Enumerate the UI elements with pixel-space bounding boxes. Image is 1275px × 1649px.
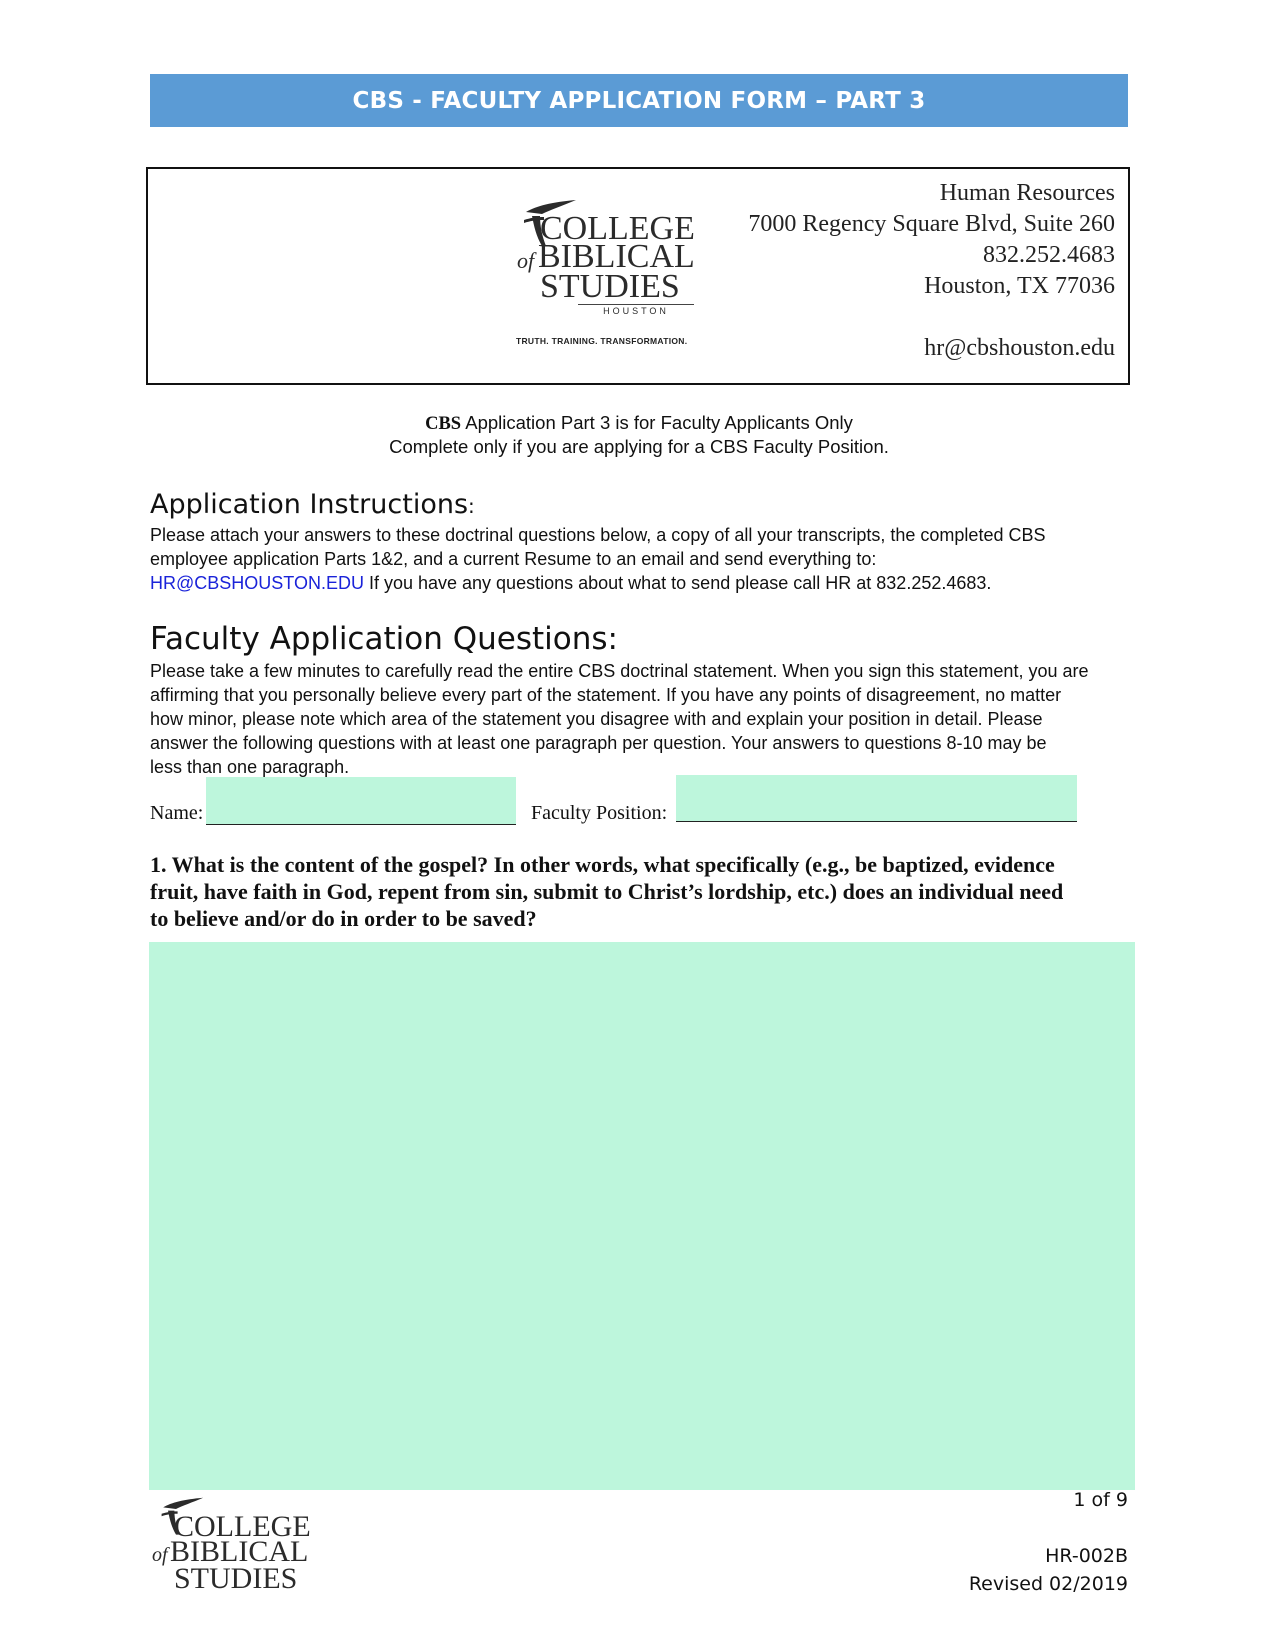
address-department: Human Resources — [939, 180, 1115, 206]
address-street: 7000 Regency Square Blvd, Suite 260 — [748, 211, 1115, 237]
college-logo — [516, 198, 720, 348]
notice-line-1 — [150, 412, 1128, 435]
faculty-position-underline — [676, 821, 1077, 822]
notice-cbs: CBS — [425, 414, 462, 434]
address-city: Houston, TX 77036 — [924, 273, 1115, 299]
address-email: hr@cbshouston.edu — [924, 335, 1115, 361]
question-1-line-2: fruit, have faith in God, repent from sin, submit to Christ’s lordship, etc.) does an individual need — [150, 879, 1064, 904]
faculty-para-line-5: less than one paragraph. — [150, 757, 350, 777]
instructions-line-2: employee application Parts 1&2, and a current Resume to an email and send everything to: — [150, 549, 877, 569]
address-phone: 832.252.4683 — [983, 242, 1115, 268]
instructions-heading-colon: : — [468, 494, 475, 518]
faculty-position-label: Faculty Position: — [531, 802, 668, 824]
logo-word-college: COLLEGE — [540, 210, 695, 247]
footer-logo-word-of: of — [152, 1544, 168, 1566]
name-label: Name: — [150, 802, 204, 824]
question-1-line-3: to believe and/or do in order to be saved? — [150, 906, 537, 931]
instructions-line-3 — [150, 571, 1140, 595]
faculty-questions-heading: Faculty Application Questions: — [150, 621, 618, 657]
logo-word-biblical: BIBLICAL — [538, 238, 695, 275]
hr-email-link[interactable]: HR@CBSHOUSTON.EDU — [150, 573, 364, 593]
instructions-heading-text: Application Instructions — [150, 489, 469, 520]
name-input[interactable] — [206, 777, 516, 825]
question-1-line-1: 1. What is the content of the gospel? In other words, what specifically (e.g., be baptized, evidence — [150, 852, 1055, 877]
logo-city: HOUSTON — [603, 306, 669, 316]
question-1 — [150, 851, 1140, 932]
notice-line-2: Complete only if you are applying for a CBS Faculty Position. — [389, 436, 889, 457]
faculty-para-line-2: affirming that you personally believe every part of the statement. If you have any points of disagreement, no matter — [150, 685, 1062, 705]
logo-word-studies: STUDIES — [540, 268, 680, 305]
footer-logo-word-studies: STUDIES — [174, 1562, 298, 1595]
logo-word-of: of — [517, 248, 535, 273]
form-code: HR-002B — [1045, 1545, 1128, 1567]
form-title: CBS - FACULTY APPLICATION FORM – PART 3 — [352, 87, 926, 114]
faculty-para-line-4: answer the following questions with at least one paragraph per question. Your answers to questions 8-10 may be — [150, 733, 1047, 753]
logo-tagline: TRUTH. TRAINING. TRANSFORMATION. — [516, 336, 688, 346]
notice-line-1-text: Application Part 3 is for Faculty Applicants Only — [461, 412, 853, 433]
faculty-para-line-1: Please take a few minutes to carefully read the entire CBS doctrinal statement. When you sign this statement, you are — [150, 661, 1089, 681]
form-title-banner — [150, 74, 1128, 127]
faculty-para-line-3: how minor, please note which area of the statement you disagree with and explain your position in detail. Please — [150, 709, 1043, 729]
instructions-line-1: Please attach your answers to these doctrinal questions below, a copy of all your transcripts, the completed CBS — [150, 525, 1046, 545]
logo-divider — [578, 304, 694, 305]
footer-logo-word-biblical: BIBLICAL — [170, 1535, 309, 1568]
instructions-line-3-text: If you have any questions about what to send please call HR at 832.252.4683. — [363, 573, 992, 593]
footer-college-logo — [154, 1496, 334, 1596]
page-number: 1 of 9 — [1073, 1489, 1128, 1511]
instructions-heading — [150, 489, 475, 520]
footer-logo-word-college: COLLEGE — [174, 1510, 311, 1543]
question-1-answer-field[interactable] — [149, 942, 1135, 1490]
faculty-position-input[interactable] — [676, 775, 1077, 821]
revised-date: Revised 02/2019 — [968, 1573, 1128, 1595]
